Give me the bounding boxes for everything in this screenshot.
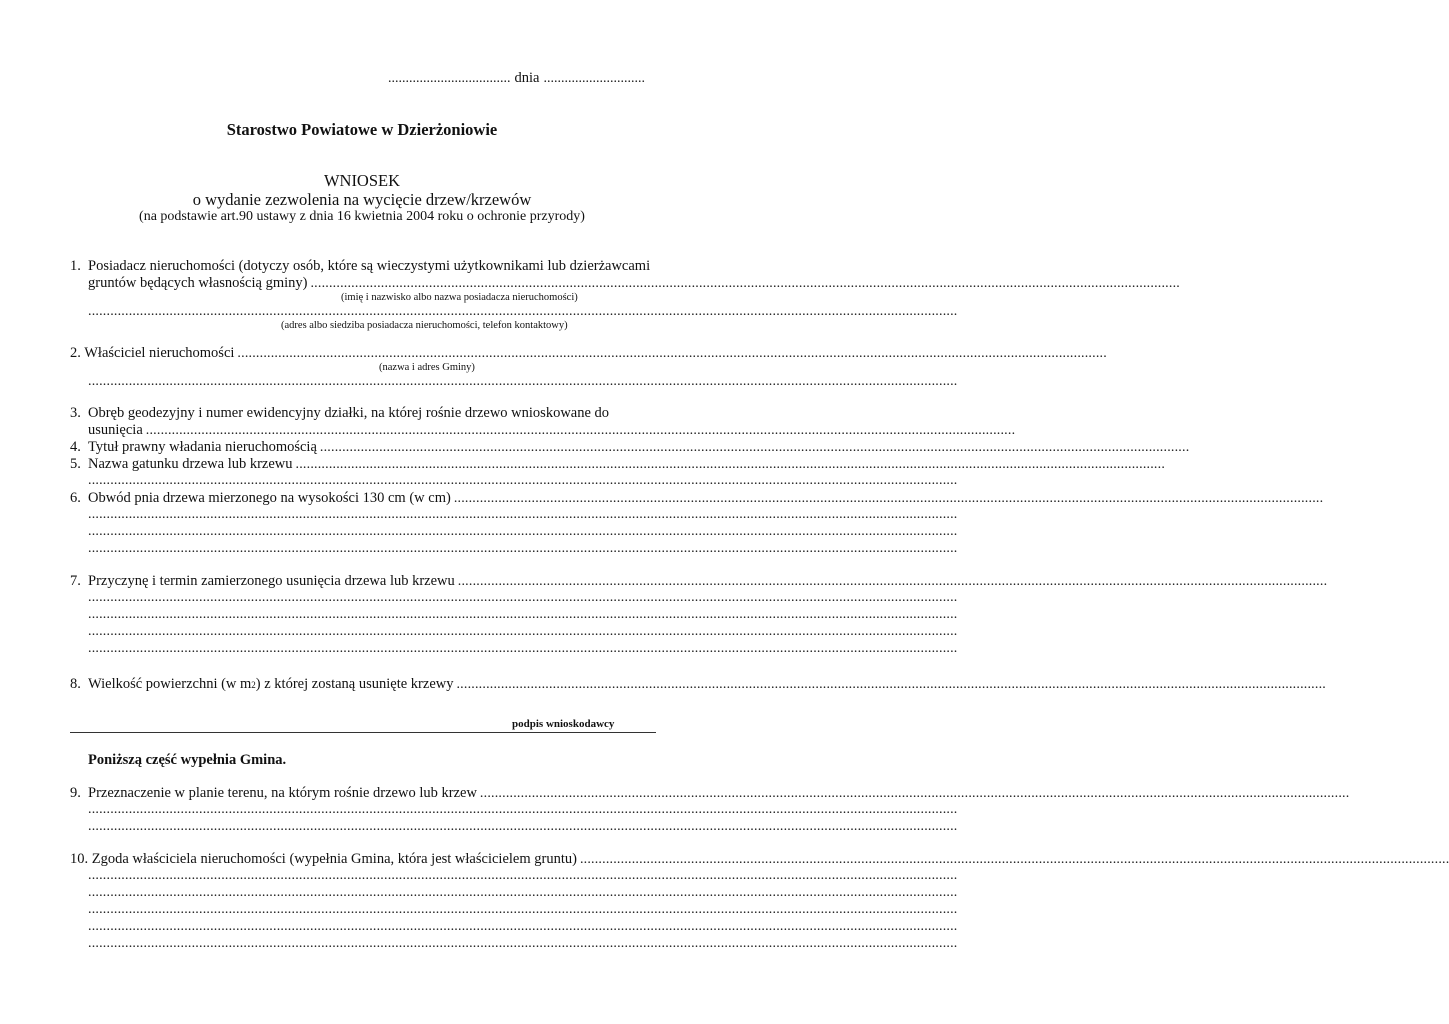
form-title: WNIOSEK [323,171,401,190]
item-4-label: Tytuł prawny władania nieruchomością [88,439,317,455]
form-subtitle: o wydanie zezwolenia na wycięcie drzew/krzewów [192,190,532,209]
consent-field-line4[interactable]: ........................................................................................................................................................................................................................................... [88,902,958,917]
item-10-line [70,851,1449,868]
item-5-number: 5. [70,456,81,472]
item-2-hint: (nazwa i adres Gminy) [379,362,475,373]
item-6-number: 6. [70,490,81,506]
consent-field-line6[interactable]: ........................................................................................................................................................................................................................................... [88,936,958,951]
item-1-hint-name: (imię i nazwisko albo nazwa posiadacza nieruchomości) [341,292,578,303]
reason-field-line3[interactable]: ........................................................................................................................................................................................................................................... [88,607,958,622]
signature-label: podpis wnioskodawcy [512,718,615,730]
place-field[interactable]: ................................... [388,71,511,86]
item-1-line2 [88,275,1180,292]
reason-field-line5[interactable]: ........................................................................................................................................................................................................................................... [88,641,958,656]
owner-field-line2[interactable]: ........................................................................................................................................................................................................................................... [88,374,958,389]
item-9-line [88,785,1350,802]
consent-field-line3[interactable]: ........................................................................................................................................................................................................................................... [88,885,958,900]
circumference-field[interactable]: ........................................................................................................................................................................................................................................... [453,491,1324,506]
item-3-line2 [88,422,1016,439]
place-date-line [388,70,656,87]
item-2-line [70,345,1107,362]
owner-field[interactable]: ........................................................................................................................................................................................................................................... [237,346,1107,361]
item-4-number: 4. [70,439,81,455]
item-1-text-line1: Posiadacz nieruchomości (dotyczy osób, które są wieczystymi użytkownikami lub dzierżawcami [88,258,651,274]
legal-basis: (na podstawie art.90 ustawy z dnia 16 kwietnia 2004 roku o ochronie przyrody) [139,209,585,224]
item-1-text-line2: gruntów będących własnością gminy) [88,275,308,291]
item-1-hint-address: (adres albo siedziba posiadacza nieruchomości, telefon kontaktowy) [281,320,568,331]
holder-address-field[interactable]: ........................................................................................................................................................................................................................................... [88,304,958,319]
zoning-field-line2[interactable]: ........................................................................................................................................................................................................................................... [88,802,958,817]
species-field-line2[interactable]: ........................................................................................................................................................................................................................................... [88,473,958,488]
consent-field[interactable]: ........................................................................................................................................................................................................................................... [579,852,1449,867]
item-3-text-line1: Obręb geodezyjny i numer ewidencyjny działki, na której rośnie drzewo wnioskowane do [88,405,610,421]
item-8-label-pre: Wielkość powierzchni (w m [88,676,252,692]
date-field[interactable]: ............................. [543,71,645,86]
item-2-label: 2. Właściciel nieruchomości [70,345,235,361]
item-5-line [88,456,1166,473]
date-label: dnia [514,70,540,86]
item-7-number: 7. [70,573,81,589]
item-10-label: 10. Zgoda właściciela nieruchomości (wypełnia Gmina, która jest właścicielem gruntu) [70,851,577,867]
item-8-number: 8. [70,676,81,692]
zoning-field[interactable]: ........................................................................................................................................................................................................................................... [479,786,1350,801]
item-5-label: Nazwa gatunku drzewa lub krzewu [88,456,293,472]
circumference-field-line3[interactable]: ........................................................................................................................................................................................................................................... [88,524,958,539]
reason-field[interactable]: ........................................................................................................................................................................................................................................... [457,574,1328,589]
consent-field-line2[interactable]: ........................................................................................................................................................................................................................................... [88,868,958,883]
legal-title-field[interactable]: ........................................................................................................................................................................................................................................... [319,440,1190,455]
item-3-text-line2: usunięcia [88,422,143,438]
circumference-field-line4[interactable]: ........................................................................................................................................................................................................................................... [88,541,958,556]
zoning-field-line3[interactable]: ........................................................................................................................................................................................................................................... [88,819,958,834]
office-name: Starostwo Powiatowe w Dzierżoniowie [226,120,498,139]
item-8-line: Wielkość powierzchni (w m 2 ) z której zostaną usunięte krzewy ........................................................................................................................................................................................................................................... [88,676,1326,692]
reason-field-line2[interactable]: ........................................................................................................................................................................................................................................... [88,590,958,605]
holder-name-field[interactable]: ........................................................................................................................................................................................................................................... [310,276,1180,291]
parcel-field[interactable]: ........................................................................................................................................................................................................................................... [145,423,1016,438]
area-field[interactable]: ........................................................................................................................................................................................................................................... [456,677,1326,692]
item-7-line [88,573,1328,590]
item-9-number: 9. [70,785,81,801]
item-3-number: 3. [70,405,81,421]
item-9-label: Przeznaczenie w planie terenu, na którym rośnie drzewo lub krzew [88,785,477,801]
item-7-label: Przyczynę i termin zamierzonego usunięcia drzewa lub krzewu [88,573,455,589]
item-8-label-post: ) z której zostaną usunięte krzewy [255,676,454,692]
circumference-field-line2[interactable]: ........................................................................................................................................................................................................................................... [88,507,958,522]
consent-field-line5[interactable]: ........................................................................................................................................................................................................................................... [88,919,958,934]
species-field[interactable]: ........................................................................................................................................................................................................................................... [295,457,1166,472]
item-4-line [88,439,1190,456]
item-6-line [88,490,1324,507]
item-1-number: 1. [70,258,81,274]
reason-field-line4[interactable]: ........................................................................................................................................................................................................................................... [88,624,958,639]
gmina-heading: Poniższą część wypełnia Gmina. [88,752,287,768]
item-6-label: Obwód pnia drzewa mierzonego na wysokości 130 cm (w cm) [88,490,451,506]
section-divider [70,732,656,733]
